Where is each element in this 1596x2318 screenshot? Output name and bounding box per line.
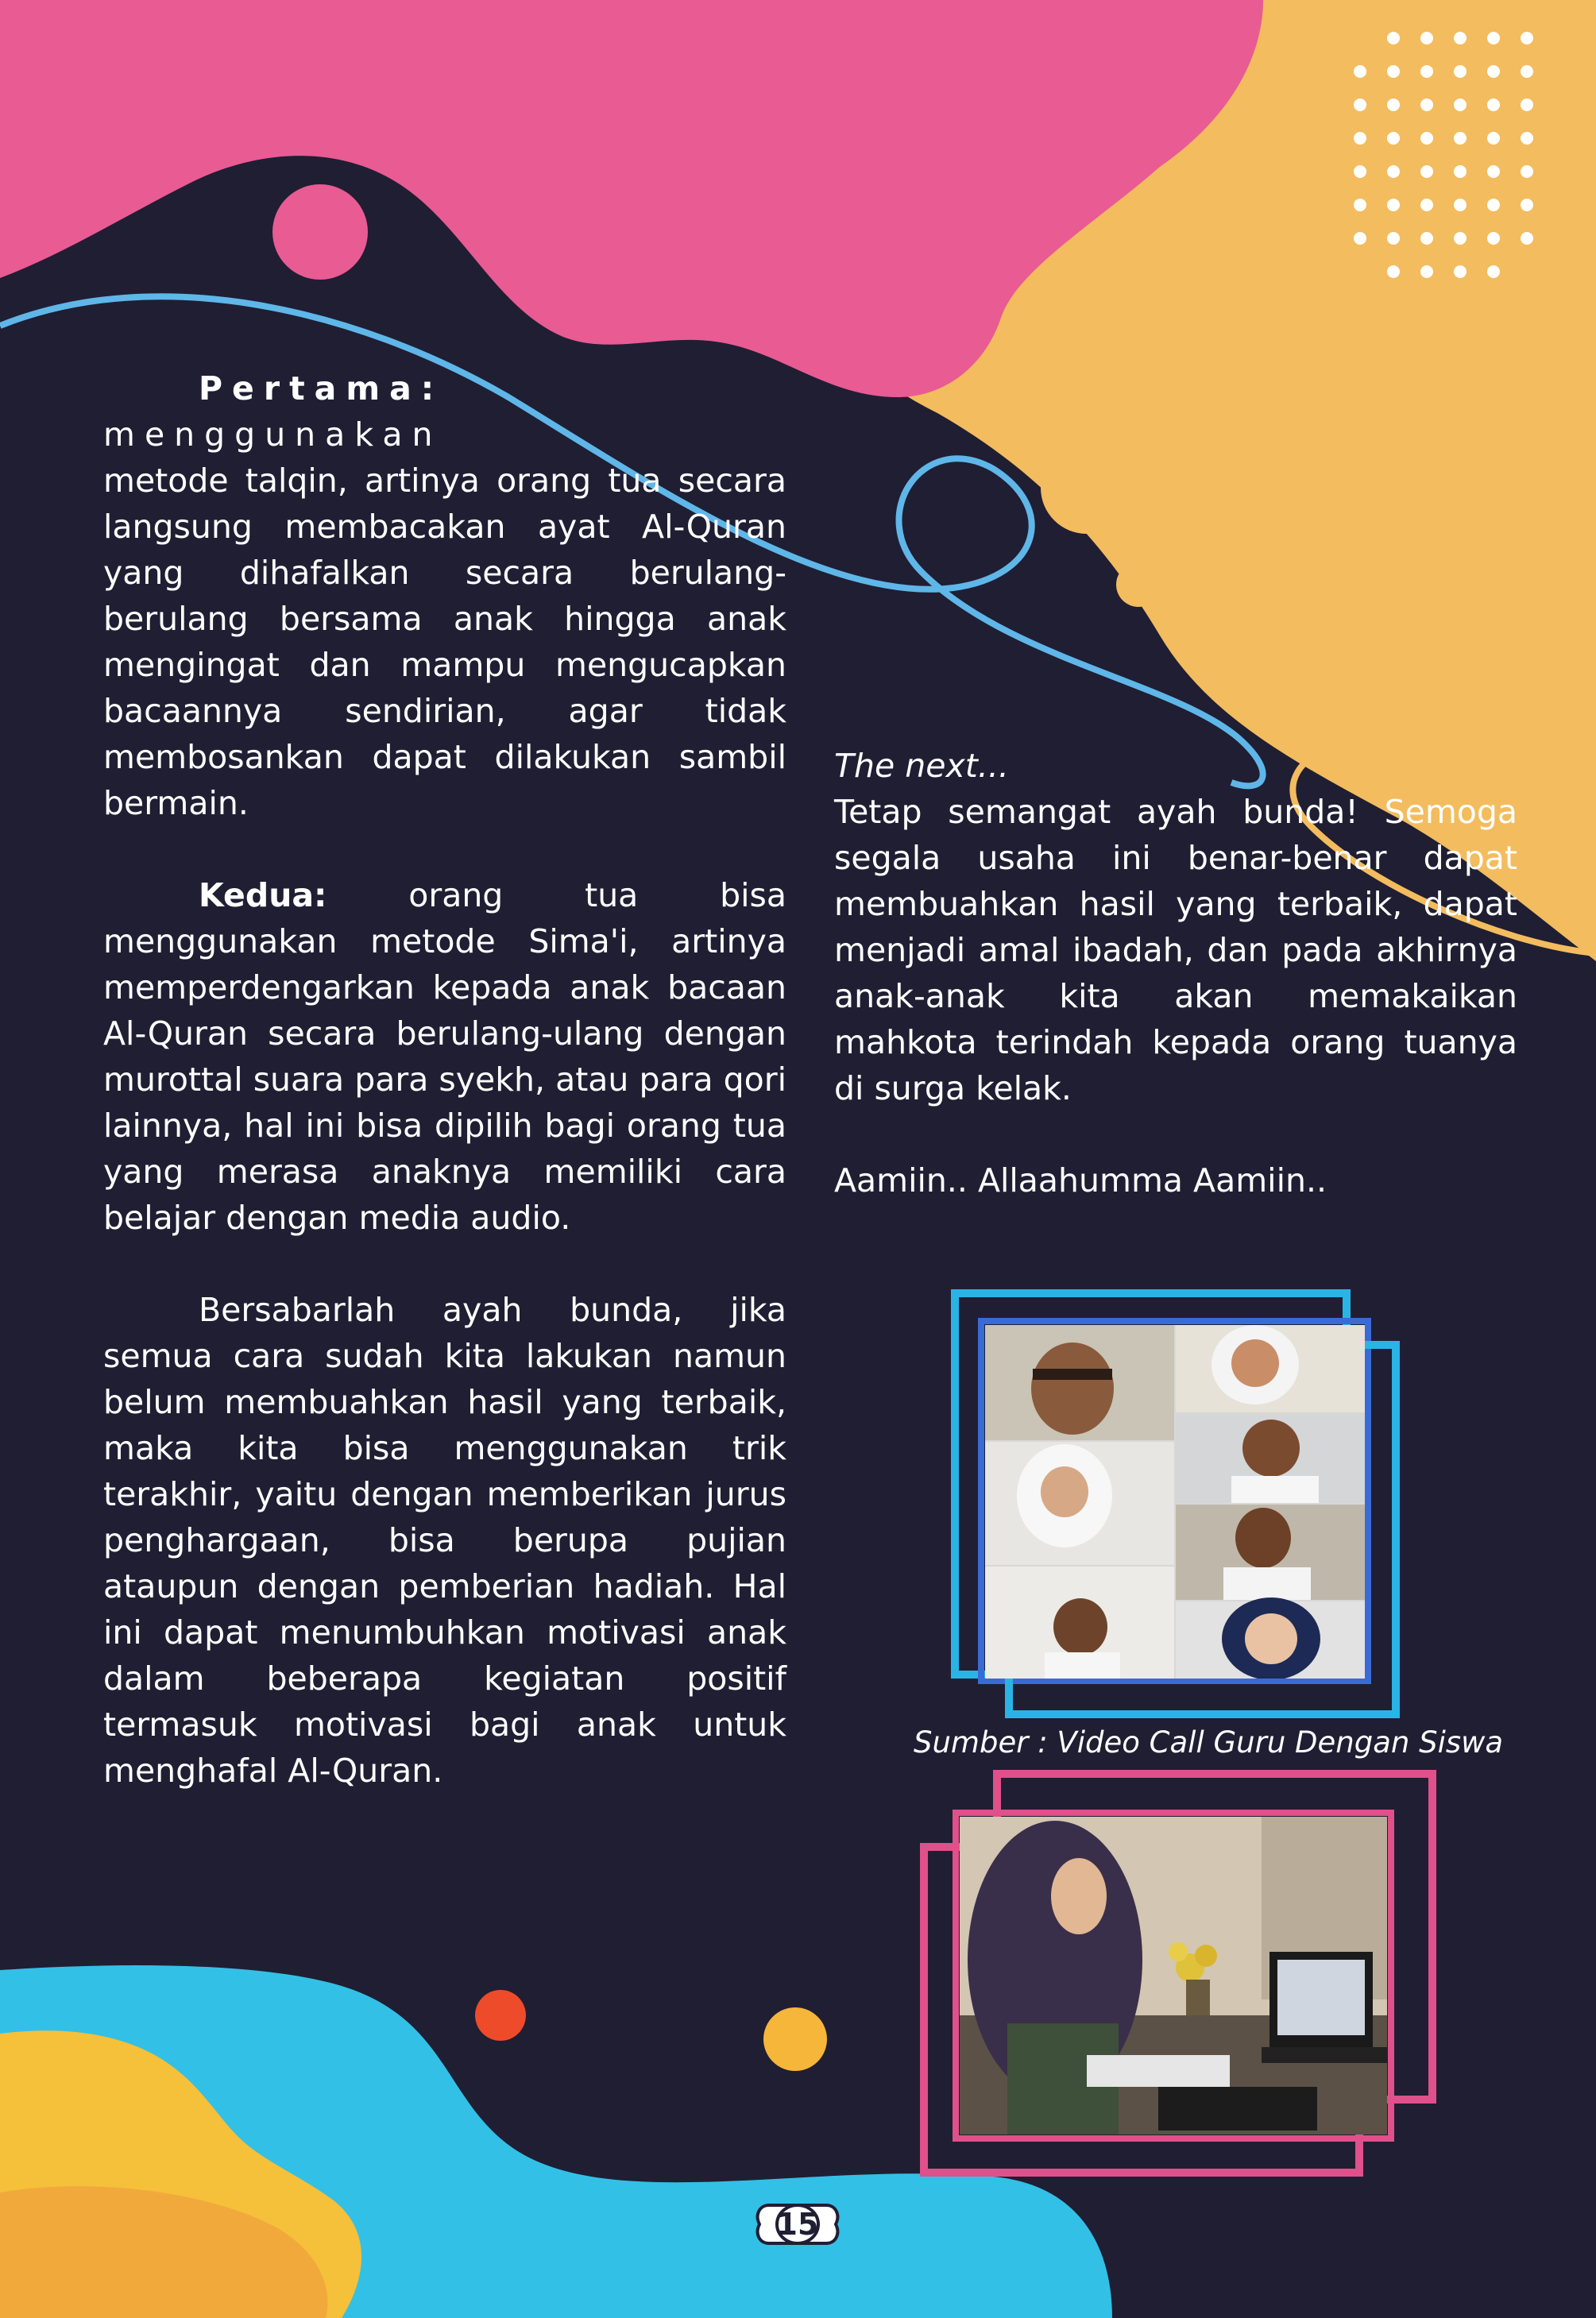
white-dot xyxy=(1454,32,1467,44)
paragraph-bersabarlah: Bersabarlah ayah bunda, jika semua cara sudah kita lakukan namun belum membuahkan hasil yang terbaik, maka kita bisa menggunakan trik terakhir, yaitu dengan memberikan jurus penghargaan, bisa berupa pujian ataupun dengan pemberian hadiah. Hal ini dapat menumbuhkan motivasi anak dalam beberapa kegiatan positif termasuk motivasi bagi anak untuk menghafal Al-Quran. xyxy=(103,1291,786,1790)
pink-circle xyxy=(272,184,368,280)
closing-aamiin: Aamiin.. Allaahumma Aamiin.. xyxy=(834,1161,1327,1200)
white-dot xyxy=(1420,232,1433,245)
white-dot xyxy=(1487,265,1500,278)
white-dot xyxy=(1420,65,1433,78)
label-pertama: Pertama: xyxy=(199,369,444,408)
white-dot xyxy=(1387,165,1400,178)
white-dot xyxy=(1354,132,1366,145)
white-dot xyxy=(1487,32,1500,44)
white-dot xyxy=(1487,165,1500,178)
white-dot xyxy=(1454,132,1467,145)
paragraph-tetap-semangat: Tetap semangat ayah bunda! Semoga segala usaha ini benar-benar dapat membuahkan hasil yang terbaik, dapat menjadi amal ibadah, dan pada akhirnya anak-anak kita akan memakaikan mahkota terindah kepada orang tuanya di surga kelak. xyxy=(834,793,1517,1107)
white-dot xyxy=(1387,32,1400,44)
white-dot xyxy=(1387,199,1400,211)
white-dot xyxy=(1420,165,1433,178)
white-dot xyxy=(1387,99,1400,111)
page-number-badge xyxy=(753,2199,842,2250)
white-dot xyxy=(1420,99,1433,111)
white-dot xyxy=(1354,199,1366,211)
white-dot xyxy=(1487,65,1500,78)
white-dot xyxy=(1354,232,1366,245)
white-dot xyxy=(1487,99,1500,111)
page-number: 15 xyxy=(776,2207,819,2242)
left-column xyxy=(103,365,786,1794)
pertama-lead-word: menggunakan xyxy=(103,415,442,454)
paragraph-pertama xyxy=(103,365,786,411)
white-dot xyxy=(1487,199,1500,211)
paragraph-pertama-body: metode talqin, artinya orang tua secara langsung membacakan ayat Al-Quran yang dihafalkan secara berulang-berulang bersama anak hingga anak mengingat dan mampu mengucapkan bacaannya sendirian, agar tidak membosankan dapat dilakukan sambil bermain. xyxy=(103,462,786,822)
white-dot xyxy=(1420,265,1433,278)
white-dot xyxy=(1454,99,1467,111)
white-dot xyxy=(1387,232,1400,245)
white-dot xyxy=(1487,132,1500,145)
white-dot xyxy=(1521,32,1533,44)
yellow-circle-bottom xyxy=(763,2007,827,2071)
white-dot xyxy=(1487,232,1500,245)
paragraph-kedua xyxy=(103,872,786,1241)
white-dot xyxy=(1454,199,1467,211)
white-dot xyxy=(1387,65,1400,78)
white-dot xyxy=(1521,199,1533,211)
white-dot xyxy=(1420,199,1433,211)
kedua-body: orang tua bisa menggunakan metode Sima'i, artinya memperdengarkan kepada anak bacaan Al-Quran secara berulang-ulang dengan murottal suara para syekh, atau para qori lainnya, hal ini bisa dipilih bagi orang tua yang merasa anaknya memiliki cara belajar dengan media audio. xyxy=(103,876,786,1237)
white-dot xyxy=(1454,165,1467,178)
white-dot xyxy=(1354,99,1366,111)
teacher-laptop-photo xyxy=(960,1817,1387,2134)
white-dot xyxy=(1454,265,1467,278)
red-circle xyxy=(475,1990,526,2041)
heading-the-next: The next... xyxy=(834,747,1009,785)
video-call-collage-photo xyxy=(985,1325,1365,1679)
white-dot xyxy=(1521,232,1533,245)
white-dot xyxy=(1420,132,1433,145)
white-dot xyxy=(1354,165,1366,178)
white-dot xyxy=(1521,65,1533,78)
paragraph-pertama-lead xyxy=(103,411,786,458)
yellow-circle-small xyxy=(1116,562,1161,607)
yellow-circle-large xyxy=(1041,442,1133,534)
white-dot xyxy=(1521,99,1533,111)
white-dot xyxy=(1420,32,1433,44)
photo-caption: Sumber : Video Call Guru Dengan Siswa xyxy=(914,1725,1504,1760)
white-dot xyxy=(1454,65,1467,78)
white-dot xyxy=(1454,232,1467,245)
right-column xyxy=(834,743,1517,1203)
white-dot xyxy=(1387,132,1400,145)
label-kedua: Kedua: xyxy=(199,876,327,914)
white-dot xyxy=(1354,65,1366,78)
white-dot xyxy=(1387,265,1400,278)
white-dot xyxy=(1521,132,1533,145)
white-dot xyxy=(1521,165,1533,178)
